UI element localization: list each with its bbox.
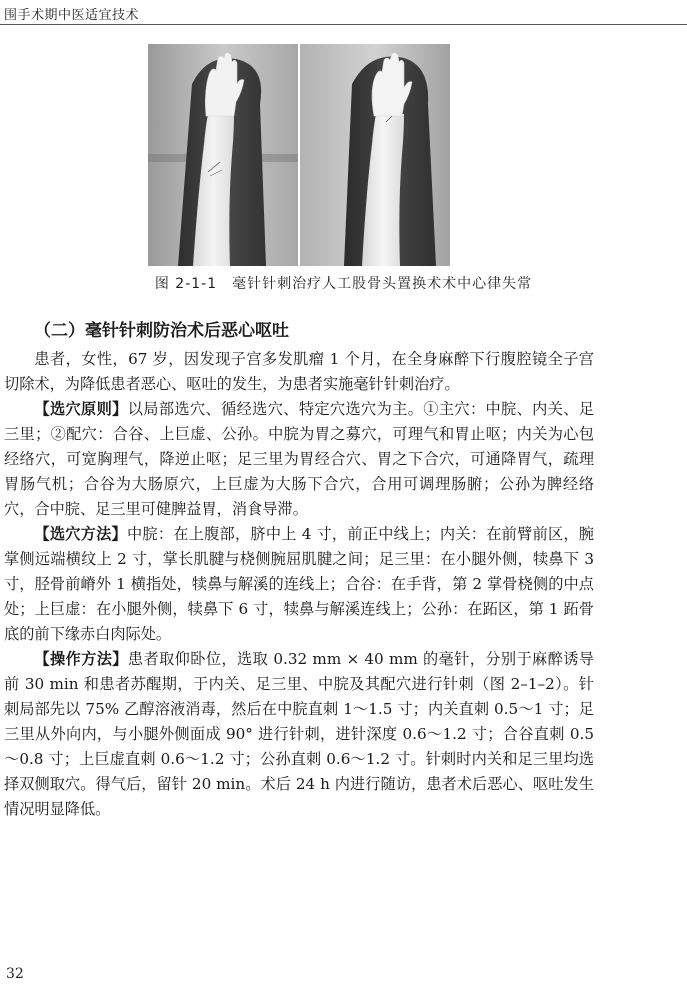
caption-number: 图 2-1-1	[154, 276, 218, 292]
figure-caption	[0, 273, 687, 293]
running-header	[0, 0, 687, 28]
method-label: 【选穴方法】	[34, 525, 127, 543]
paragraph-method	[4, 522, 594, 647]
paragraph-intro: 患者，女性，67 岁，因发现子宫多发肌瘤 1 个月，在全身麻醉下行腹腔镜全子宫切除术，为降低患者恶心、呕吐的发生，为患者实施毫针针刺治疗。	[4, 350, 594, 393]
header-rule	[0, 24, 687, 25]
left-arm-photo	[148, 44, 298, 266]
section-heading: （二）毫针针刺防治术后恶心呕吐	[34, 321, 289, 341]
right-arm-photo	[300, 44, 450, 266]
paragraph-operation	[4, 647, 594, 822]
paragraph-principle	[4, 397, 594, 522]
principle-text: 以局部选穴、循经选穴、特定穴选穴为主。①主穴：中脘、内关、足三里；②配穴：合谷、上巨虚、公孙。中脘为胃之募穴，可理气和胃止呕；内关为心包经络穴，可宽胸理气，降逆止呕；足三里为胃经合穴、胃之下合穴，可通降胃气，疏理胃肠气机；合谷为大肠原穴，上巨虚为大肠下合穴，合用可调理肠腑；公孙为脾经络穴，合中脘、足三里可健脾益胃，消食导滞。	[4, 400, 595, 518]
operation-label: 【操作方法】	[34, 650, 128, 668]
page-number: 32	[6, 966, 24, 982]
book-title: 围手术期中医适宜技术	[4, 8, 140, 23]
right-arm-photo-graphic	[300, 44, 450, 266]
method-text: 中脘：在上腹部，脐中上 4 寸，前正中线上；内关：在前臂前区，腕掌侧远端横纹上 2 寸，掌长肌腱与桡侧腕屈肌腱之间；足三里：在小腿外侧，犊鼻下 3 寸，胫骨前嵴外 1 横指处，犊鼻与解溪的连线上；合谷：在手背，第 2 掌骨桡侧的中点处；上巨虚：在小腿外侧，犊鼻下 6 寸，犊鼻与解溪连线上；公孙：在跖区，第 1 跖骨底的前下缘赤白肉际处。	[4, 525, 594, 643]
operation-text: 患者取仰卧位，选取 0.32 mm × 40 mm 的毫针，分别于麻醉诱导前 30 min 和患者苏醒期，于内关、足三里、中脘及其配穴进行针刺（图 2–1–2）。针刺局部先以 75% 乙醇溶液消毒，然后在中脘直刺 1～1.5 寸；内关直刺 0.5～1 寸；足三里从外向内，与小腿外侧面成 90° 进行针刺，进针深度 0.6～1.2 寸；合谷直刺 0.5～0.8 寸；上巨虚直刺 0.6～1.2 寸；公孙直刺 0.6～1.2 寸。针刺时内关和足三里均选择双侧取穴。得气后，留针 20 min。术后 24 h 内进行随访，患者术后恶心、呕吐发生情况明显降低。	[4, 650, 594, 818]
body-text	[4, 347, 594, 822]
caption-text: 毫针针刺治疗人工股骨头置换术术中心律失常	[232, 276, 533, 292]
principle-label: 【选穴原则】	[34, 400, 128, 418]
left-arm-photo-graphic	[148, 44, 298, 266]
